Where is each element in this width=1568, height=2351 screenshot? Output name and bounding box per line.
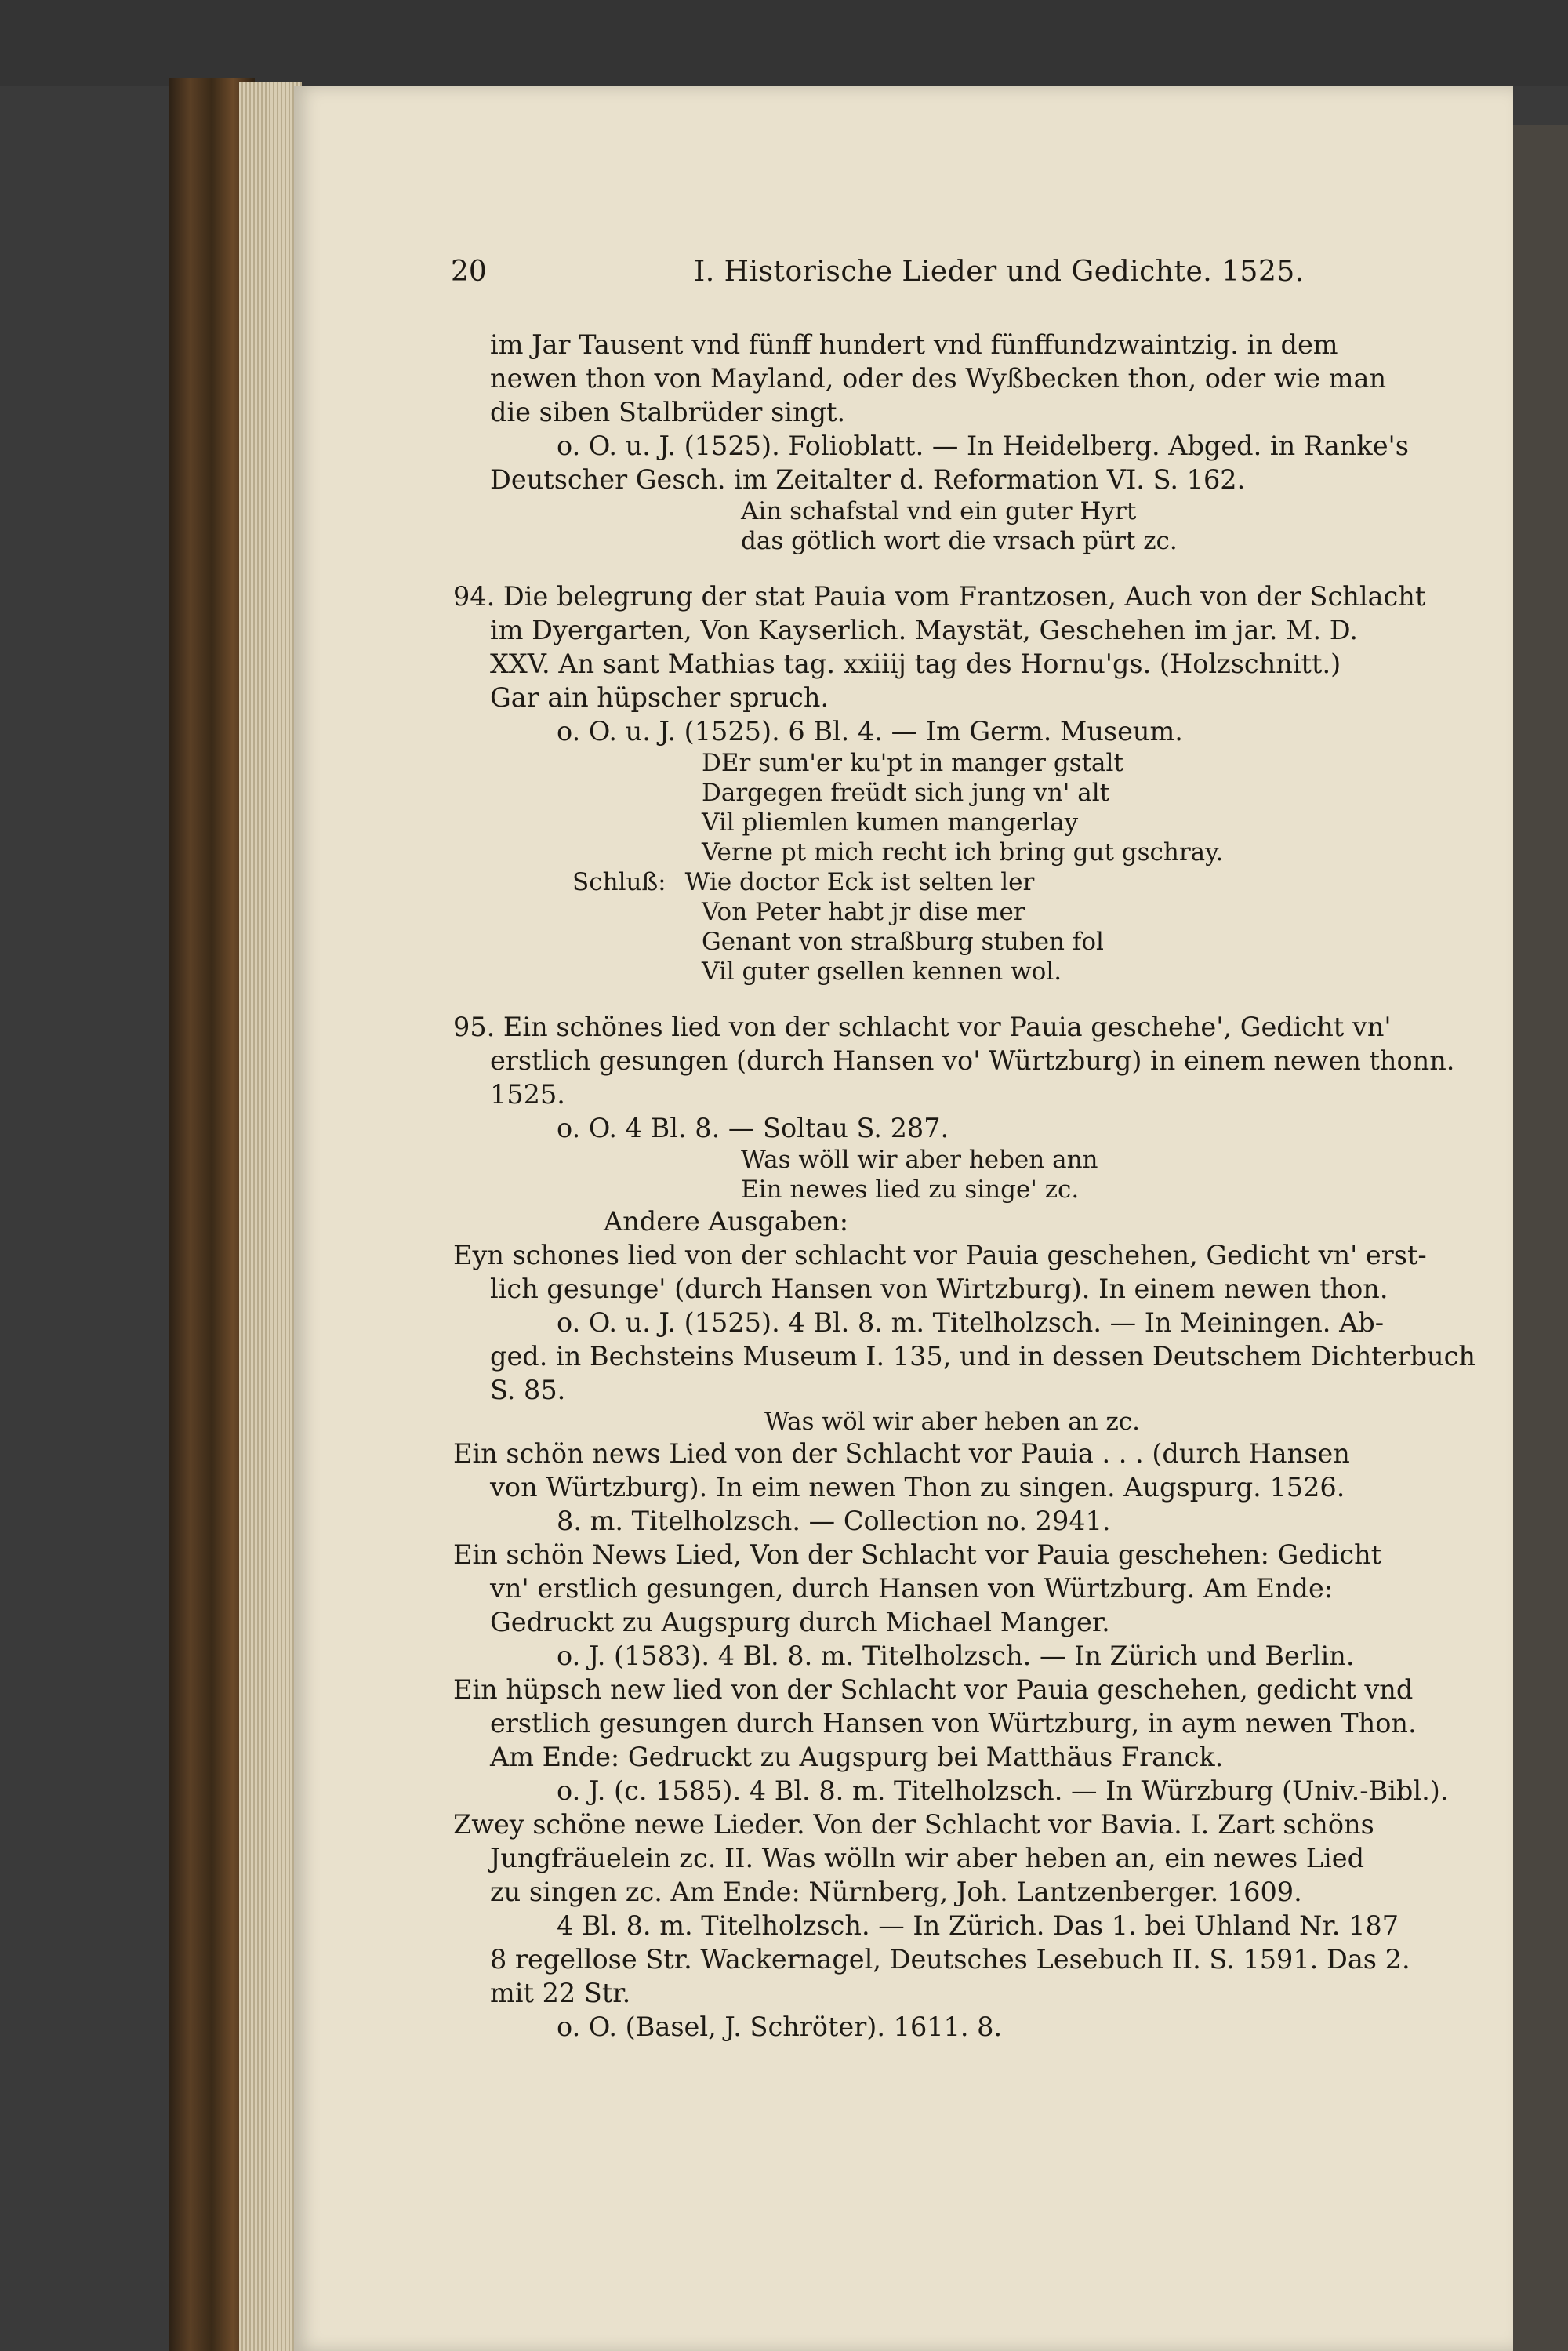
text-line: die siben Stalbrüder singt.	[490, 397, 846, 427]
schluss-label-line	[572, 867, 1482, 897]
entry-line: Eyn schones lied von der schlacht vor Pauia geschehen, Gedicht vn' erst-	[453, 1240, 1427, 1270]
biblio-line: 8 regellose Str. Wackernagel, Deutsches Lesebuch II. S. 1591. Das 2.	[490, 1944, 1410, 1975]
incipit-line: Von Peter habt jr dise mer	[702, 898, 1025, 926]
entry-line: 95. Ein schönes lied von der schlacht vor Pauia geschehe', Gedicht vn'	[453, 1012, 1392, 1042]
biblio-line: o. O. (Basel, J. Schröter). 1611. 8.	[557, 2011, 1003, 2042]
entry-line: Gedruckt zu Augspurg durch Michael Manger.	[490, 1607, 1110, 1637]
incipit-line: Verne pt mich recht ich bring gut gschray.	[702, 838, 1224, 867]
entry-line: Ein hüpsch new lied von der Schlacht vor Pauia geschehen, gedicht vnd	[453, 1674, 1414, 1705]
incipit-line: Genant von straßburg stuben fol	[702, 928, 1104, 956]
biblio-line: o. J. (c. 1585). 4 Bl. 8. m. Titelholzsch. — In Würzburg (Univ.-Bibl.).	[557, 1775, 1449, 1806]
incipit-line: Ein newes lied zu singe' zc.	[741, 1176, 1080, 1204]
entry-line: XXV. An sant Mathias tag. xxiiij tag des Hornu'gs. (Holzschnitt.)	[490, 649, 1341, 679]
entry-line: zu singen zc. Am Ende: Nürnberg, Joh. Lantzenberger. 1609.	[490, 1877, 1302, 1907]
page-header	[451, 253, 1486, 292]
biblio-line: o. O. 4 Bl. 8. — Soltau S. 287.	[557, 1113, 949, 1143]
biblio-line: 8. m. Titelholzsch. — Collection no. 2941.	[557, 1506, 1111, 1536]
page-edges	[239, 82, 302, 2351]
entry-line: erstlich gesungen (durch Hansen vo' Würtzburg) in einem newen thonn.	[490, 1045, 1455, 1076]
entry-line: lich gesunge' (durch Hansen von Wirtzburg). In einem newen thon.	[490, 1274, 1388, 1304]
entry-line: von Würtzburg). In eim newen Thon zu singen. Augspurg. 1526.	[490, 1472, 1345, 1503]
biblio-line: ged. in Bechsteins Museum I. 135, und in dessen Deutschem Dichterbuch	[490, 1341, 1475, 1372]
page-number: 20	[451, 256, 487, 288]
incipit-line: DEr sum'er ku'pt in manger gstalt	[702, 749, 1123, 777]
biblio-line: o. J. (1583). 4 Bl. 8. m. Titelholzsch. — In Zürich und Berlin.	[557, 1641, 1355, 1671]
entry-line: Am Ende: Gedruckt zu Augspurg bei Matthäus Franck.	[490, 1742, 1224, 1772]
biblio-line: S. 85.	[490, 1375, 566, 1405]
biblio-line: o. O. u. J. (1525). 4 Bl. 8. m. Titelholzsch. — In Meiningen. Ab-	[557, 1307, 1385, 1338]
text-line: newen thon von Mayland, oder des Wyßbecken thon, oder wie man	[490, 363, 1387, 394]
running-head: I. Historische Lieder und Gedichte. 1525.	[694, 256, 1305, 288]
incipit-line: Wie doctor Eck ist selten ler	[684, 868, 1035, 896]
entry-line: erstlich gesungen durch Hansen von Würtzburg, in aym newen Thon.	[490, 1708, 1417, 1739]
entry-line: 1525.	[490, 1079, 565, 1110]
incipit-line: Vil guter gsellen kennen wol.	[702, 957, 1062, 986]
incipit-line: Was wöll wir aber heben ann	[741, 1146, 1098, 1174]
entry-line: Ein schön News Lied, Von der Schlacht vor Pauia geschehen: Gedicht	[453, 1539, 1382, 1570]
schluss-label: Schluß:	[572, 868, 666, 896]
subheading: Andere Ausgaben:	[604, 1206, 849, 1237]
biblio-line: mit 22 Str.	[490, 1978, 631, 2008]
entry-line: 94. Die belegrung der stat Pauia vom Frantzosen, Auch von der Schlacht	[453, 581, 1426, 612]
entry-line: Zwey schöne newe Lieder. Von der Schlacht vor Bavia. I. Zart schöns	[453, 1809, 1374, 1840]
biblio-line: o. O. u. J. (1525). 6 Bl. 4. — Im Germ. Museum.	[557, 716, 1183, 747]
background-top	[0, 0, 1568, 86]
incipit-line: Dargegen freüdt sich jung vn' alt	[702, 779, 1110, 807]
incipit-line: Was wöl wir aber heben an zc.	[764, 1408, 1141, 1436]
incipit-line: Vil pliemlen kumen mangerlay	[702, 808, 1079, 837]
entry-line: vn' erstlich gesungen, durch Hansen von Würtzburg. Am Ende:	[490, 1573, 1334, 1604]
entry-line: Gar ain hüpscher spruch.	[490, 682, 829, 713]
text-line: im Jar Tausent vnd fünff hundert vnd fünffundzwaintzig. in dem	[490, 329, 1338, 360]
biblio-line: 4 Bl. 8. m. Titelholzsch. — In Zürich. Das 1. bei Uhland Nr. 187	[557, 1910, 1399, 1941]
right-shadow	[1513, 125, 1568, 2351]
entry-line: Jungfräuelein zc. II. Was wölln wir aber heben an, ein newes Lied	[490, 1843, 1365, 1873]
entry-line: im Dyergarten, Von Kayserlich. Maystät, Geschehen im jar. M. D.	[490, 615, 1359, 645]
page-body	[453, 328, 1482, 2044]
incipit-line: das götlich wort die vrsach pürt zc.	[741, 527, 1178, 555]
incipit-line: Ain schafstal vnd ein guter Hyrt	[741, 497, 1137, 525]
biblio-line: o. O. u. J. (1525). Folioblatt. — In Heidelberg. Abged. in Ranke's	[557, 431, 1409, 461]
entry-line: Ein schön news Lied von der Schlacht vor Pauia . . . (durch Hansen	[453, 1438, 1350, 1469]
biblio-line: Deutscher Gesch. im Zeitalter d. Reformation VI. S. 162.	[490, 464, 1246, 495]
